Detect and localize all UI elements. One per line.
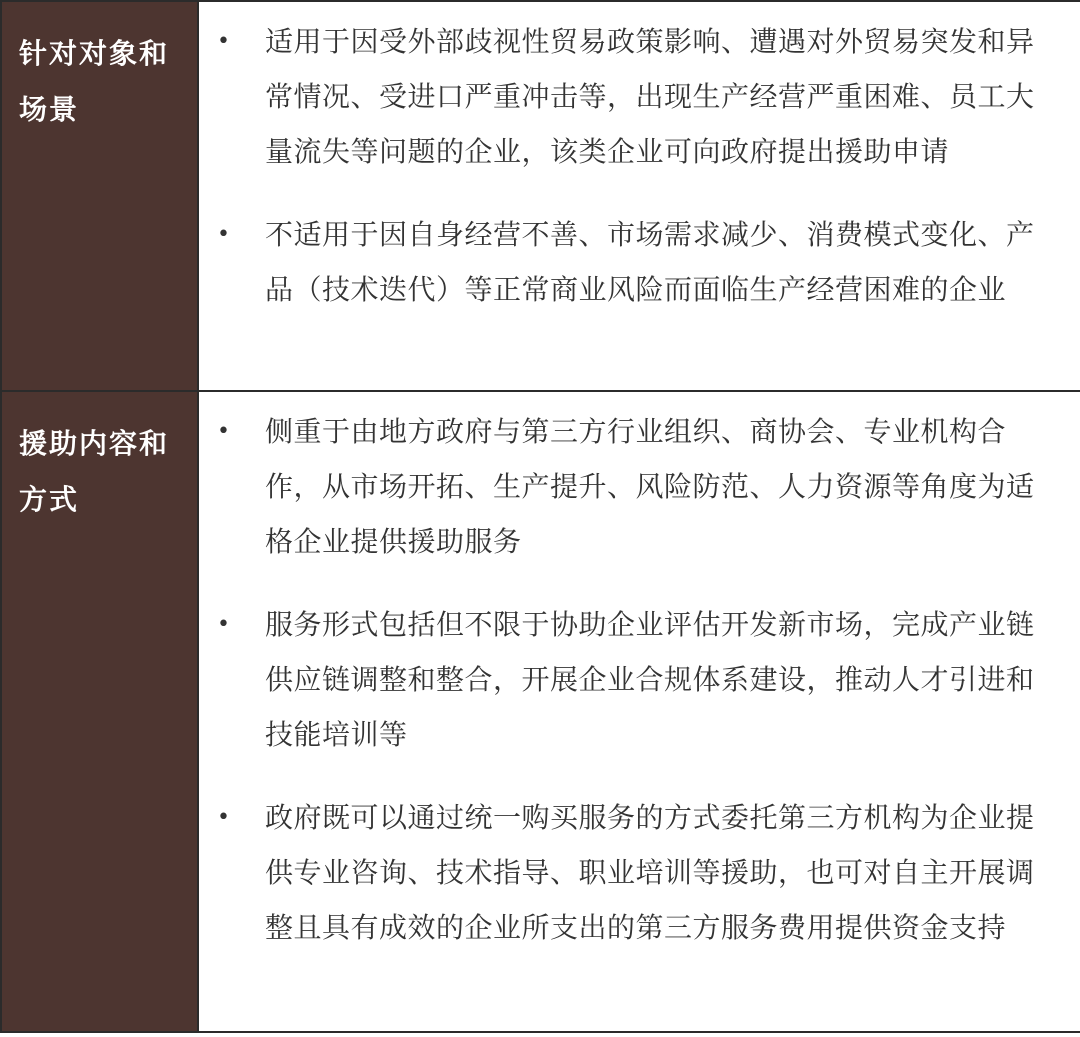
- bullet-item: [217, 790, 1062, 955]
- bullet-text: 服务形式包括但不限于协助企业评估开发新市场，完成产业链供应链调整和整合，开展企业合规体系建设，推动人才引进和技能培训等: [265, 608, 1035, 751]
- bullet-item: [217, 14, 1062, 179]
- bullet-text: 不适用于因自身经营不善、市场需求减少、消费模式变化、产品（技术迭代）等正常商业风险而面临生产经营困难的企业: [265, 218, 1035, 306]
- bullet-icon: •: [217, 612, 230, 637]
- bullet-text: 政府既可以通过统一购买服务的方式委托第三方机构为企业提供专业咨询、技术指导、职业培训等援助，也可对自主开展调整且具有成效的企业所支出的第三方服务费用提供资金支持: [265, 801, 1035, 944]
- table-row-target-scenarios: [2, 2, 1080, 392]
- bullet-icon: •: [217, 222, 230, 247]
- bullet-text: 适用于因受外部歧视性贸易政策影响、遭遇对外贸易突发和异常情况、受进口严重冲击等，出现生产经营严重困难、员工大量流失等问题的企业，该类企业可向政府提出援助申请: [265, 25, 1035, 168]
- bullet-text: 侧重于由地方政府与第三方行业组织、商协会、专业机构合作，从市场开拓、生产提升、风险防范、人力资源等角度为适格企业提供援助服务: [265, 415, 1035, 558]
- bullet-icon: •: [217, 29, 230, 54]
- bullet-item: [217, 597, 1062, 762]
- row-content: [199, 392, 1080, 1031]
- row-label: 援助内容和方式: [2, 392, 199, 1031]
- row-content: [199, 2, 1080, 390]
- bullet-icon: •: [217, 805, 230, 830]
- bullet-item: [217, 207, 1062, 317]
- bullet-item: [217, 404, 1062, 569]
- table-row-content-methods: [2, 392, 1080, 1033]
- row-label: 针对对象和场景: [2, 2, 199, 390]
- bullet-icon: •: [217, 419, 230, 444]
